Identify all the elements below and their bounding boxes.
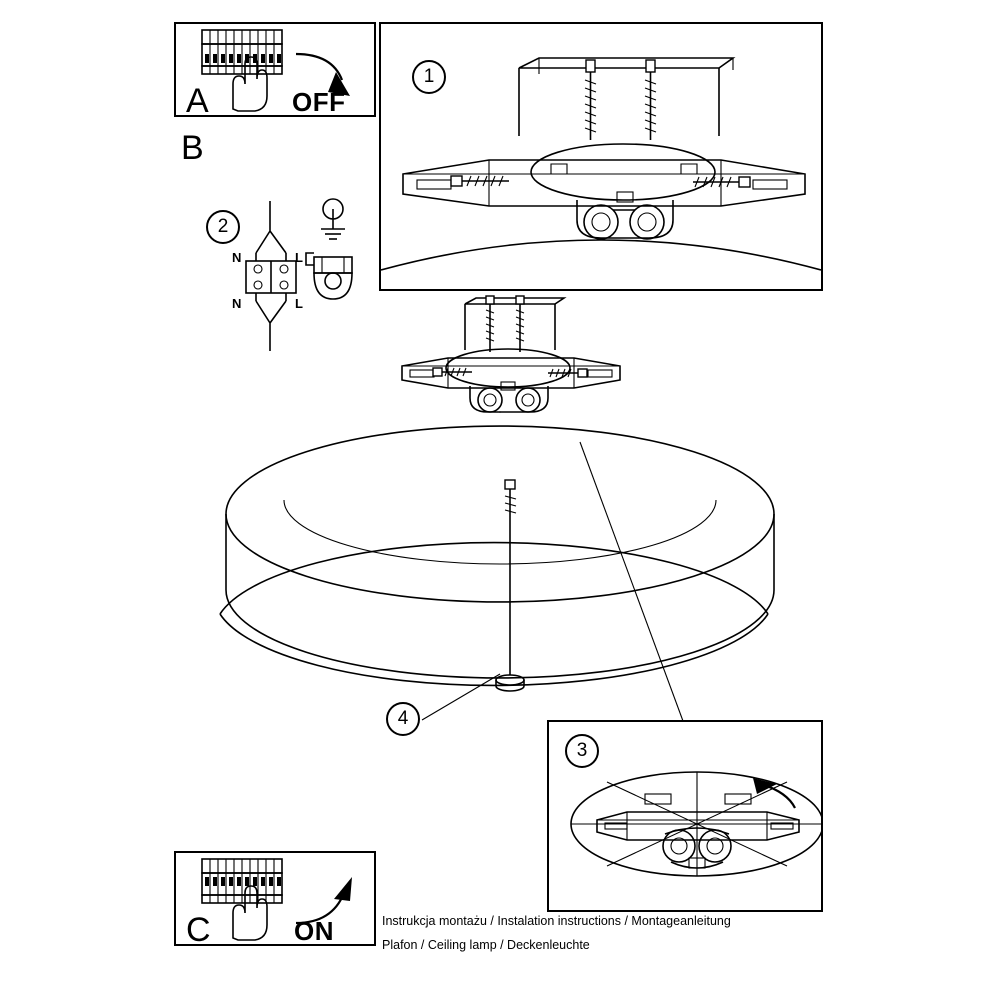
step-number-3 (565, 734, 599, 768)
step-number-4 (386, 702, 420, 736)
step-2-label: 2 (217, 216, 229, 237)
footer-block (382, 912, 812, 956)
step-number-1 (412, 60, 446, 94)
terminal-label-n-top: N (232, 250, 242, 265)
panel-power-off (174, 22, 376, 120)
terminal-label-l-top: L (295, 250, 303, 265)
panel-a-letter: A (186, 82, 209, 120)
panel-a-state-label: OFF (292, 87, 346, 117)
step-number-2 (206, 210, 240, 244)
step-4-label: 4 (397, 708, 409, 729)
screw-icon (433, 368, 472, 376)
screw-icon (585, 60, 596, 140)
panel-power-on (174, 851, 376, 949)
panel-step-1 (379, 22, 823, 291)
screw-icon (548, 369, 587, 377)
panel-c-letter: C (186, 911, 211, 949)
terminal-label-n-bottom: N (232, 296, 242, 311)
terminal-label-l-bottom: L (295, 296, 303, 311)
panel-c-state-label: ON (294, 916, 334, 946)
screw-icon (451, 176, 509, 186)
section-b-letter: B (181, 129, 204, 167)
finial-knob (496, 520, 524, 691)
step-1-label: 1 (423, 66, 435, 87)
step-3-label: 3 (576, 740, 588, 761)
screw-icon (505, 480, 516, 520)
panel-step-3 (547, 720, 823, 912)
ceiling-bracket-diagram (381, 24, 821, 289)
panel-step-4 (190, 290, 810, 750)
screw-icon (645, 60, 656, 140)
footer-line-2: Plafon / Ceiling lamp / Deckenleuchte (382, 938, 590, 953)
footer-line-1: Instrukcja montażu / Instalation instructions / Montageanleitung (382, 914, 731, 928)
lamp-assembly-diagram (190, 290, 810, 750)
